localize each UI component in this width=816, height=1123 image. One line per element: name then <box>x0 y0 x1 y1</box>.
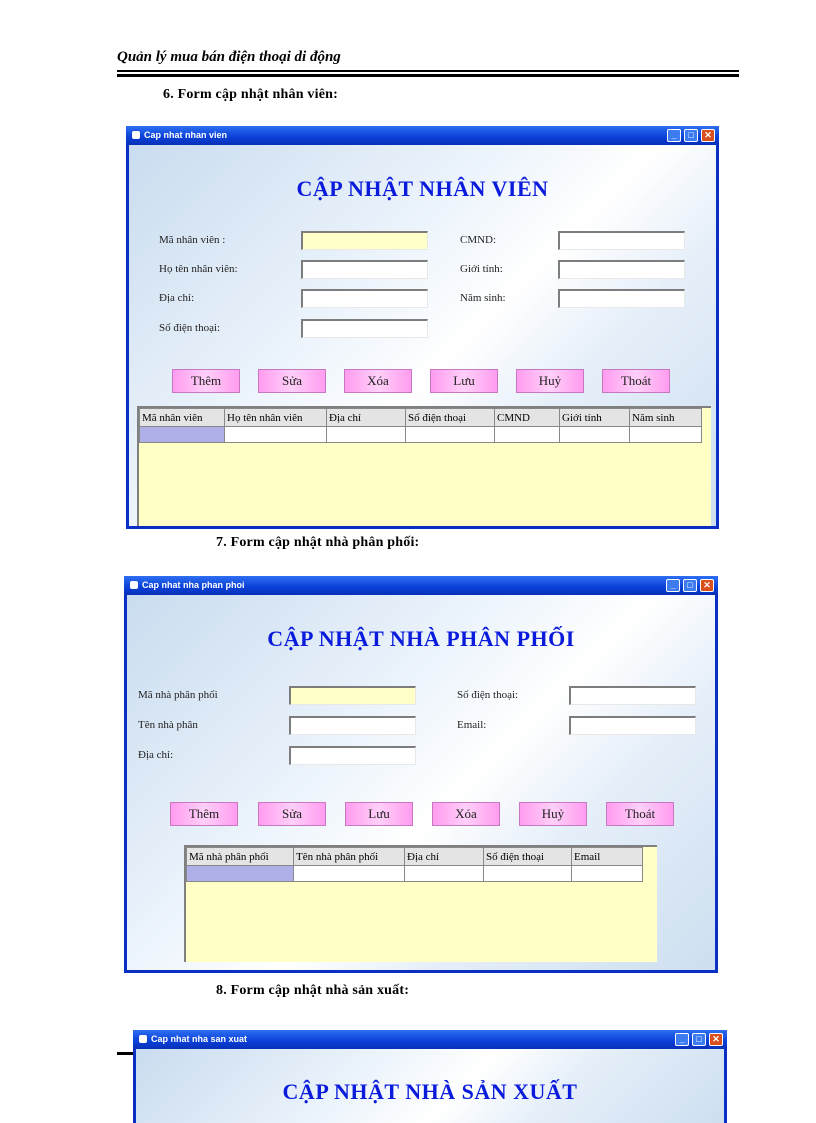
column-header[interactable]: Giới tính <box>560 409 630 427</box>
caption-section-8: 8. Form cập nhật nhà sản xuất: <box>216 983 410 998</box>
delete-button[interactable]: Xóa <box>344 369 412 393</box>
label-dia-chi: Địa chỉ: <box>159 292 195 304</box>
save-button[interactable]: Lưu <box>345 802 413 826</box>
delete-button[interactable]: Xóa <box>432 802 500 826</box>
column-header[interactable]: Địa chỉ <box>327 409 406 427</box>
window-title: Cap nhat nha phan phoi <box>142 580 245 590</box>
table-cell[interactable] <box>327 427 406 443</box>
table-row[interactable] <box>187 866 643 882</box>
label-ten-nha-phan-phoi: Tên nhà phân <box>138 719 198 731</box>
data-grid[interactable] <box>137 406 711 526</box>
minimize-icon[interactable]: _ <box>667 129 681 142</box>
label-nam-sinh: Năm sinh: <box>460 292 506 304</box>
grid-table <box>186 847 643 882</box>
column-header[interactable]: Mã nhà phân phối <box>187 848 294 866</box>
label-ma-nhan-vien: Mã nhân viên : <box>159 234 226 246</box>
form-client-area <box>136 1049 724 1123</box>
close-icon[interactable]: ✕ <box>701 129 715 142</box>
caption-section-7: 7. Form cập nhật nhà phân phối: <box>216 535 420 550</box>
app-icon <box>132 131 140 139</box>
title-bar[interactable] <box>126 126 719 145</box>
save-button[interactable]: Lưu <box>430 369 498 393</box>
form-client-area <box>129 145 716 526</box>
input-ten-nha-phan-phoi[interactable] <box>289 716 416 735</box>
maximize-icon[interactable]: □ <box>684 129 698 142</box>
grid-header-row <box>187 848 643 866</box>
input-so-dien-thoai[interactable] <box>301 319 428 338</box>
window-cap-nhat-nhan-vien <box>126 126 719 529</box>
table-cell[interactable] <box>294 866 405 882</box>
close-icon[interactable]: ✕ <box>709 1033 723 1046</box>
maximize-icon[interactable]: □ <box>692 1033 706 1046</box>
input-email[interactable] <box>569 716 696 735</box>
input-ho-ten-nhan-vien[interactable] <box>301 260 428 279</box>
table-cell[interactable] <box>405 866 484 882</box>
cancel-button[interactable]: Huỷ <box>519 802 587 826</box>
label-ma-nha-phan-phoi: Mã nhà phân phối <box>138 689 218 701</box>
minimize-icon[interactable]: _ <box>675 1033 689 1046</box>
window-title: Cap nhat nhan vien <box>144 130 228 140</box>
column-header[interactable]: Địa chỉ <box>405 848 484 866</box>
page-header: Quản lý mua bán điện thoại di động <box>117 49 341 65</box>
row-selector[interactable] <box>187 866 294 882</box>
window-title: Cap nhat nha san xuat <box>151 1034 248 1044</box>
header-rule-thick <box>117 74 739 77</box>
column-header[interactable]: Mã nhân viên <box>140 409 225 427</box>
exit-button[interactable]: Thoát <box>602 369 670 393</box>
close-icon[interactable]: ✕ <box>700 579 714 592</box>
input-ma-nhan-vien[interactable] <box>301 231 428 250</box>
label-gioi-tinh: Giới tính: <box>460 263 503 275</box>
table-cell[interactable] <box>484 866 572 882</box>
grid-header-row <box>140 409 702 427</box>
grid-table <box>139 408 702 443</box>
maximize-icon[interactable]: □ <box>683 579 697 592</box>
label-dia-chi: Địa chỉ: <box>138 749 174 761</box>
table-cell[interactable] <box>630 427 702 443</box>
input-so-dien-thoai[interactable] <box>569 686 696 705</box>
header-rule-thin <box>117 70 739 72</box>
input-cmnd[interactable] <box>558 231 685 250</box>
label-so-dien-thoai: Số điện thoại: <box>159 322 221 334</box>
column-header[interactable]: Email <box>572 848 643 866</box>
input-ma-nha-phan-phoi[interactable] <box>289 686 416 705</box>
input-dia-chi[interactable] <box>289 746 416 765</box>
input-nam-sinh[interactable] <box>558 289 685 308</box>
caption-section-6: 6. Form cập nhật nhân viên: <box>163 87 338 102</box>
table-cell[interactable] <box>560 427 630 443</box>
edit-button[interactable]: Sửa <box>258 802 326 826</box>
table-cell[interactable] <box>225 427 327 443</box>
column-header[interactable]: Tên nhà phân phối <box>294 848 405 866</box>
column-header[interactable]: CMND <box>495 409 560 427</box>
label-ho-ten-nhan-vien: Họ tên nhân viên: <box>159 263 238 275</box>
app-icon <box>130 581 138 589</box>
form-heading: CẬP NHẬT NHÂN VIÊN <box>296 176 549 201</box>
table-row[interactable] <box>140 427 702 443</box>
input-dia-chi[interactable] <box>301 289 428 308</box>
edit-button[interactable]: Sửa <box>258 369 326 393</box>
form-heading: CẬP NHẬT NHÀ PHÂN PHỐI <box>267 626 575 651</box>
input-gioi-tinh[interactable] <box>558 260 685 279</box>
title-bar[interactable] <box>124 576 718 595</box>
column-header[interactable]: Số điện thoại <box>484 848 572 866</box>
cancel-button[interactable]: Huỷ <box>516 369 584 393</box>
column-header[interactable]: Năm sinh <box>630 409 702 427</box>
app-icon <box>139 1035 147 1043</box>
column-header[interactable]: Số điện thoại <box>406 409 495 427</box>
exit-button[interactable]: Thoát <box>606 802 674 826</box>
minimize-icon[interactable]: _ <box>666 579 680 592</box>
column-header[interactable]: Họ tên nhân viên <box>225 409 327 427</box>
table-cell[interactable] <box>572 866 643 882</box>
label-so-dien-thoai: Số điện thoại: <box>457 689 519 701</box>
form-heading: CẬP NHẬT NHÀ SẢN XUẤT <box>282 1079 578 1104</box>
table-cell[interactable] <box>406 427 495 443</box>
label-email: Email: <box>457 719 487 731</box>
add-button[interactable]: Thêm <box>170 802 238 826</box>
row-selector[interactable] <box>140 427 225 443</box>
window-cap-nhat-nha-san-xuat <box>133 1030 727 1123</box>
window-cap-nhat-nha-phan-phoi <box>124 576 718 973</box>
title-bar[interactable] <box>133 1030 727 1049</box>
data-grid[interactable] <box>184 845 657 962</box>
add-button[interactable]: Thêm <box>172 369 240 393</box>
form-client-area <box>127 595 715 970</box>
table-cell[interactable] <box>495 427 560 443</box>
label-cmnd: CMND: <box>460 234 497 246</box>
